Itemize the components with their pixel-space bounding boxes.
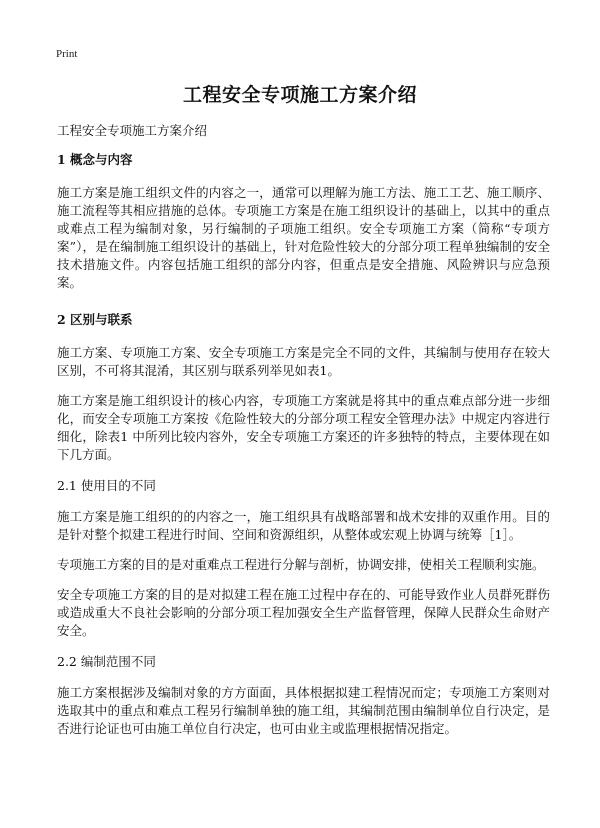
subsection-heading: 2.2 编制范围不同 [57, 654, 156, 669]
paragraph: 安全专项施工方案的目的是对拟建工程在施工过程中存在的、可能导致作业人员群死群伤或造成重大不良社会影响的分部分项工程加强安全生产监督管理，保障人民群众生命财产安全。 [57, 587, 550, 638]
paragraph: 施工方案是施工组织文件的内容之一，通常可以理解为施工方法、施工工艺、施工顺序、施工流程等其相应措施的总体。专项施工方案是在施工组织设计的基础上，以其中的重点或难点工程为编制对象，另行编制的子项施工组织。安全专项施工方案（简称“专项方案”），是在编制施工组织设计的基础上，针对危险性较大的分部分项工程单独编制的安全技术措施文件。内容包括施工组织的部分内容，但重点是安全措施、风险辨识与应急预案。 [57, 185, 550, 290]
print-label[interactable]: Print [56, 48, 78, 60]
paragraph: 施工方案根据涉及编制对象的方方面面，具体根据拟建工程情况而定；专项施工方案则对选取其中的重点和难点工程另行编制单独的施工组，其编制范围由编制单位自行决定，是否进行论证也可由施工单位自行决定，也可由业主或监理根据情况指定。 [57, 685, 550, 736]
document-body [57, 150, 550, 750]
paragraph: 施工方案、专项施工方案、安全专项施工方案是完全不同的文件，其编制与使用存在较大区别，不可将其混淆，其区别与联系列举见如表1。 [57, 345, 550, 378]
paragraph: 专项施工方案的目的是对重难点工程进行分解与剖析，协调安排，使相关工程顺利实施。 [57, 557, 545, 572]
paragraph: 施工方案是施工组织设计的核心内容，专项施工方案就是将其中的重点难点部分进一步细化，而安全专项施工方案按《危险性较大的分部分项工程安全管理办法》中规定内容进行细化，除表1 中所列比较内容外，安全专项施工方案还的许多独特的特点，主要体现在如下几方面。 [57, 393, 550, 462]
document-title: 工程安全专项施工方案介绍 [182, 84, 417, 106]
section-heading: 1 概念与内容 [57, 152, 133, 167]
subsection-heading: 2.1 使用目的不同 [57, 478, 156, 493]
document-subtitle: 工程安全专项施工方案介绍 [57, 123, 208, 138]
section-heading: 2 区别与联系 [57, 312, 133, 327]
paragraph: 施工方案是施工组织的的内容之一，施工组织具有战略部署和战术安排的双重作用。目的是针对整个拟建工程进行时间、空间和资源组织，从整体或宏观上协调与统筹［1］。 [57, 509, 550, 542]
